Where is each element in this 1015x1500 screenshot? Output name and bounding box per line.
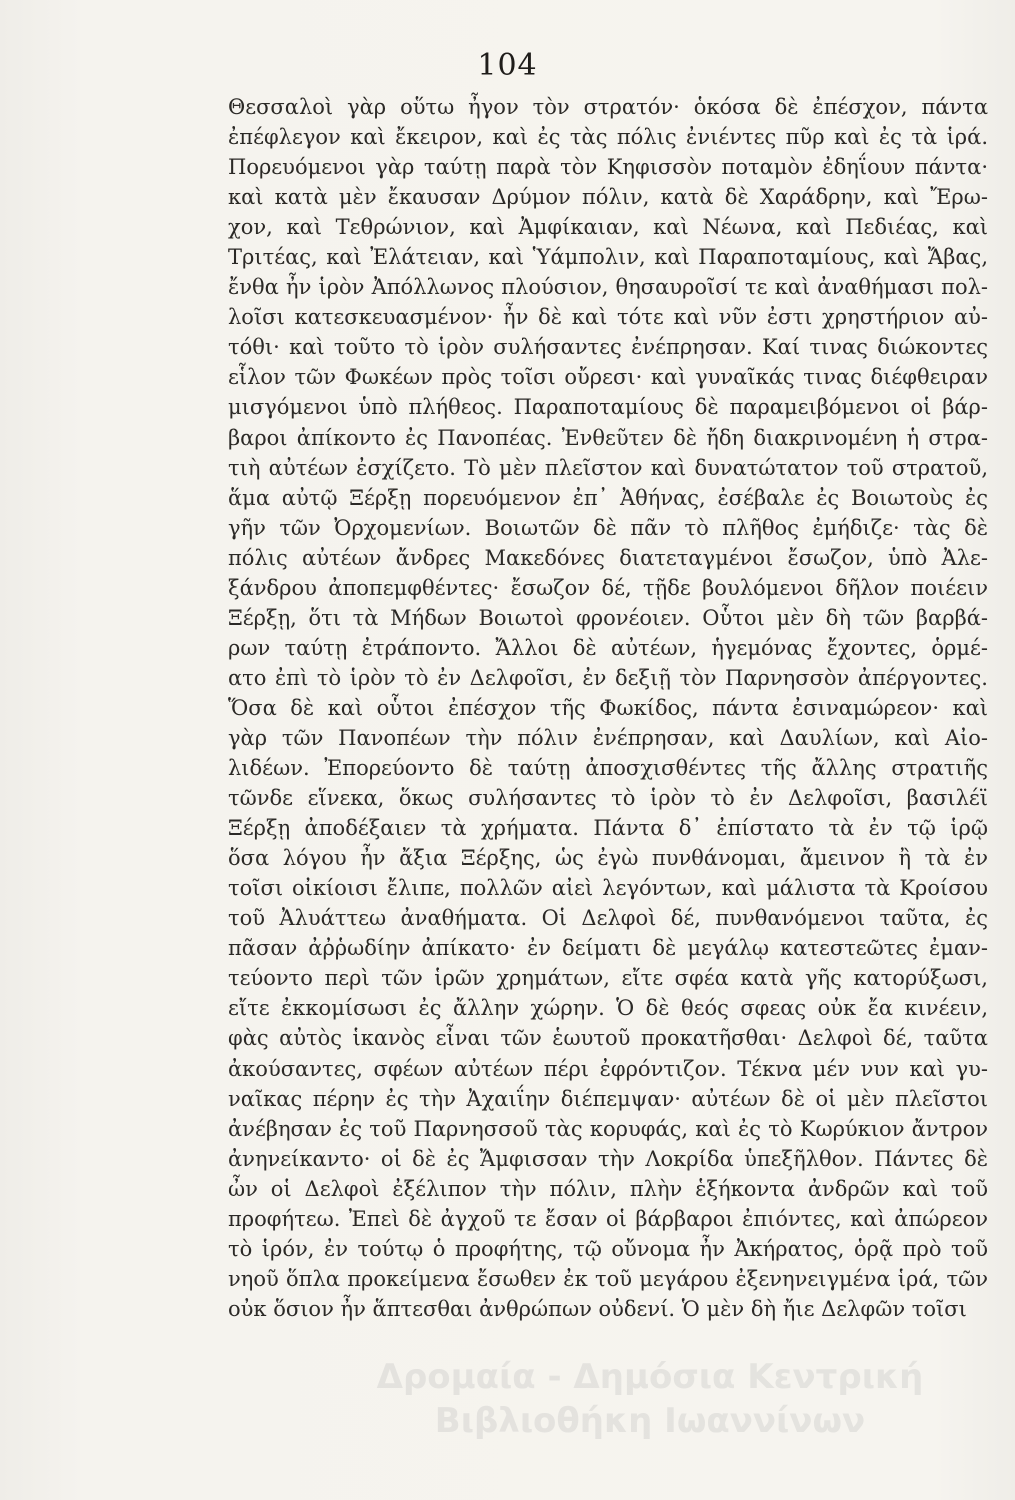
- text-line: βαροι ἀπίκοντο ἐς Πανοπέας. Ἐνθεῦτεν δὲ ἤδη διακρινομένη ἡ στρα-: [228, 425, 988, 450]
- text-line: εἷλον τῶν Φωκέων πρὸς τοῖσι οὔρεσι· καὶ γυναῖκάς τινας διέφθειραν: [228, 365, 988, 390]
- text-line: χον, καὶ Τεθρώνιον, καὶ Ἀμφίκαιαν, καὶ Νέωνα, καὶ Πεδιέας, καὶ: [228, 215, 988, 240]
- text-line: Ὅσα δὲ καὶ οὗτοι ἐπέσχον τῆς Φωκίδος, πάντα ἐσιναμώρεον· καὶ: [228, 695, 988, 720]
- text-line: καὶ κατὰ μὲν ἔκαυσαν Δρύμον πόλιν, κατὰ δὲ Χαράδρην, καὶ Ἔρω-: [228, 185, 988, 210]
- text-line: ἐπέφλεγον καὶ ἔκειρον, καὶ ἐς τὰς πόλις ἐνιέντες πῦρ καὶ ἐς τὰ ἱρά.: [228, 125, 988, 150]
- text-line: ἀκούσαντες, σφέων αὐτέων πέρι ἐφρόντιζον. Τέκνα μέν νυν καὶ γυ-: [228, 1056, 988, 1081]
- text-line: τῶνδε εἵνεκα, ὅκως συλήσαντες τὸ ἱρὸν τὸ ἐν Δελφοῖσι, βασιλέϊ: [228, 786, 988, 811]
- text-line: τεύοντο περὶ τῶν ἱρῶν χρημάτων, εἴτε σφέα κατὰ γῆς κατορύξωσι,: [228, 966, 988, 991]
- text-line: Ξέρξῃ ἀποδέξαιεν τὰ χρήματα. Πάντα δ᾽ ἐπίστατο τὰ ἐν τῷ ἱρῷ: [228, 816, 988, 841]
- text-line: τοῖσι οἰκίοισι ἔλιπε, πολλῶν αἰεὶ λεγόντων, καὶ μάλιστα τὰ Κροίσου: [228, 876, 988, 901]
- text-line: γῆν τῶν Ὀρχομενίων. Βοιωτῶν δὲ πᾶν τὸ πλῆθος ἐμήδιζε· τὰς δὲ: [228, 515, 988, 540]
- text-line: Τριτέας, καὶ Ἐλάτειαν, καὶ Ὑάμπολιν, καὶ Παραποταμίους, καὶ Ἄβας,: [228, 245, 988, 270]
- text-line: ἀνέβησαν ἐς τοῦ Παρνησσοῦ τὰς κορυφάς, καὶ ἐς τὸ Κωρύκιον ἄντρον: [228, 1116, 988, 1141]
- text-line: λοῖσι κατεσκευασμένον· ἦν δὲ καὶ τότε καὶ νῦν ἐστι χρηστήριον αὐ-: [228, 305, 988, 330]
- watermark-line-2: Βιβλιοθήκη Ιωαννίνων: [434, 1401, 866, 1441]
- library-watermark: [330, 1355, 970, 1443]
- text-line: μισγόμενοι ὑπὸ πλήθεος. Παραποταμίους δὲ παραμειβόμενοι οἱ βάρ-: [228, 395, 988, 420]
- page-number: 104: [477, 48, 538, 83]
- text-line: νηοῦ ὅπλα προκείμενα ἔσωθεν ἐκ τοῦ μεγάρου ἐξενηνειγμένα ἱρά, τῶν: [228, 1266, 988, 1291]
- text-line: εἴτε ἐκκομίσωσι ἐς ἄλλην χώρην. Ὁ δὲ θεός σφεας οὐκ ἔα κινέειν,: [228, 996, 988, 1021]
- text-line: ἀνηνείκαντο· οἱ δὲ ἐς Ἄμφισσαν τὴν Λοκρίδα ὑπεξῆλθον. Πάντες δὲ: [228, 1146, 988, 1171]
- text-line: ὅσα λόγου ἦν ἄξια Ξέρξης, ὡς ἐγὼ πυνθάνομαι, ἄμεινον ἢ τὰ ἐν: [228, 846, 988, 871]
- text-line: ἅμα αὐτῷ Ξέρξῃ πορευόμενον ἐπ᾽ Ἀθήνας, ἐσέβαλε ἐς Βοιωτοὺς ἐς: [228, 485, 988, 510]
- text-line: ατο ἐπὶ τὸ ἱρὸν τὸ ἐν Δελφοῖσι, ἐν δεξιῇ τὸν Παρνησσὸν ἀπέργοντες.: [228, 665, 988, 690]
- text-line: φὰς αὐτὸς ἱκανὸς εἶναι τῶν ἑωυτοῦ προκατῆσθαι· Δελφοὶ δέ, ταῦτα: [228, 1026, 988, 1051]
- text-line: Πορευόμενοι γὰρ ταύτῃ παρὰ τὸν Κηφισσὸν ποταμὸν ἐδηΐουν πάντα·: [228, 155, 988, 180]
- watermark-line-1: Δρομαία - Δημόσια Κεντρική: [376, 1357, 924, 1397]
- body-text: [228, 92, 988, 1324]
- text-line: τιὴ αὐτέων ἐσχίζετο. Τὸ μὲν πλεῖστον καὶ δυνατώτατον τοῦ στρατοῦ,: [228, 455, 988, 480]
- text-line: τὸ ἱρόν, ἐν τούτῳ ὁ προφήτης, τῷ οὔνομα ἦν Ἀκήρατος, ὁρᾷ πρὸ τοῦ: [228, 1236, 988, 1261]
- text-line: ναῖκας πέρην ἐς τὴν Ἀχαιΐην διέπεμψαν· αὐτέων δὲ οἱ μὲν πλεῖστοι: [228, 1086, 988, 1111]
- text-line: γὰρ τῶν Πανοπέων τὴν πόλιν ἐνέπρησαν, καὶ Δαυλίων, καὶ Αἰο-: [228, 725, 988, 750]
- text-line: ἔνθα ἦν ἱρὸν Ἀπόλλωνος πλούσιον, θησαυροῖσί τε καὶ ἀναθήμασι πολ-: [228, 275, 988, 300]
- text-line: Ξέρξῃ, ὅτι τὰ Μήδων Βοιωτοὶ φρονέοιεν. Οὗτοι μὲν δὴ τῶν βαρβά-: [228, 605, 988, 630]
- text-line: τόθι· καὶ τοῦτο τὸ ἱρὸν συλήσαντες ἐνέπρησαν. Καί τινας διώκοντες: [228, 335, 988, 360]
- text-line: πᾶσαν ἀῤῥωδίην ἀπίκατο· ἐν δείματι δὲ μεγάλῳ κατεστεῶτες ἐμαν-: [228, 936, 988, 961]
- text-line: τοῦ Ἀλυάττεω ἀναθήματα. Οἱ Δελφοὶ δέ, πυνθανόμενοι ταῦτα, ἐς: [228, 906, 988, 931]
- text-line: Θεσσαλοὶ γὰρ οὕτω ἦγον τὸν στρατόν· ὁκόσα δὲ ἐπέσχον, πάντα: [228, 95, 988, 119]
- text-line: λιδέων. Ἐπορεύοντο δὲ ταύτῃ ἀποσχισθέντες τῆς ἄλλης στρατιῆς: [228, 756, 988, 781]
- text-line: ὦν οἱ Δελφοὶ ἐξέλιπον τὴν πόλιν, πλὴν ἑξήκοντα ἀνδρῶν καὶ τοῦ: [228, 1176, 988, 1201]
- text-line: ρων ταύτῃ ἐτράποντο. Ἄλλοι δὲ αὐτέων, ἡγεμόνας ἔχοντες, ὁρμέ-: [228, 635, 988, 660]
- text-line: πόλις αὐτέων ἄνδρες Μακεδόνες διατεταγμένοι ἔσωζον, ὑπὸ Ἀλε-: [228, 545, 988, 570]
- text-line: προφήτεω. Ἐπεὶ δὲ ἀγχοῦ τε ἔσαν οἱ βάρβαροι ἐπιόντες, καὶ ἀπώρεον: [228, 1206, 988, 1231]
- text-line: οὐκ ὅσιον ἦν ἅπτεσθαι ἀνθρώπων οὐδενί. Ὁ μὲν δὴ ἤιε Δελφῶν τοῖσι: [228, 1296, 967, 1321]
- text-line: ξάνδρου ἀποπεμφθέντες· ἔσωζον δέ, τῇδε βουλόμενοι δῆλον ποιέειν: [228, 575, 988, 600]
